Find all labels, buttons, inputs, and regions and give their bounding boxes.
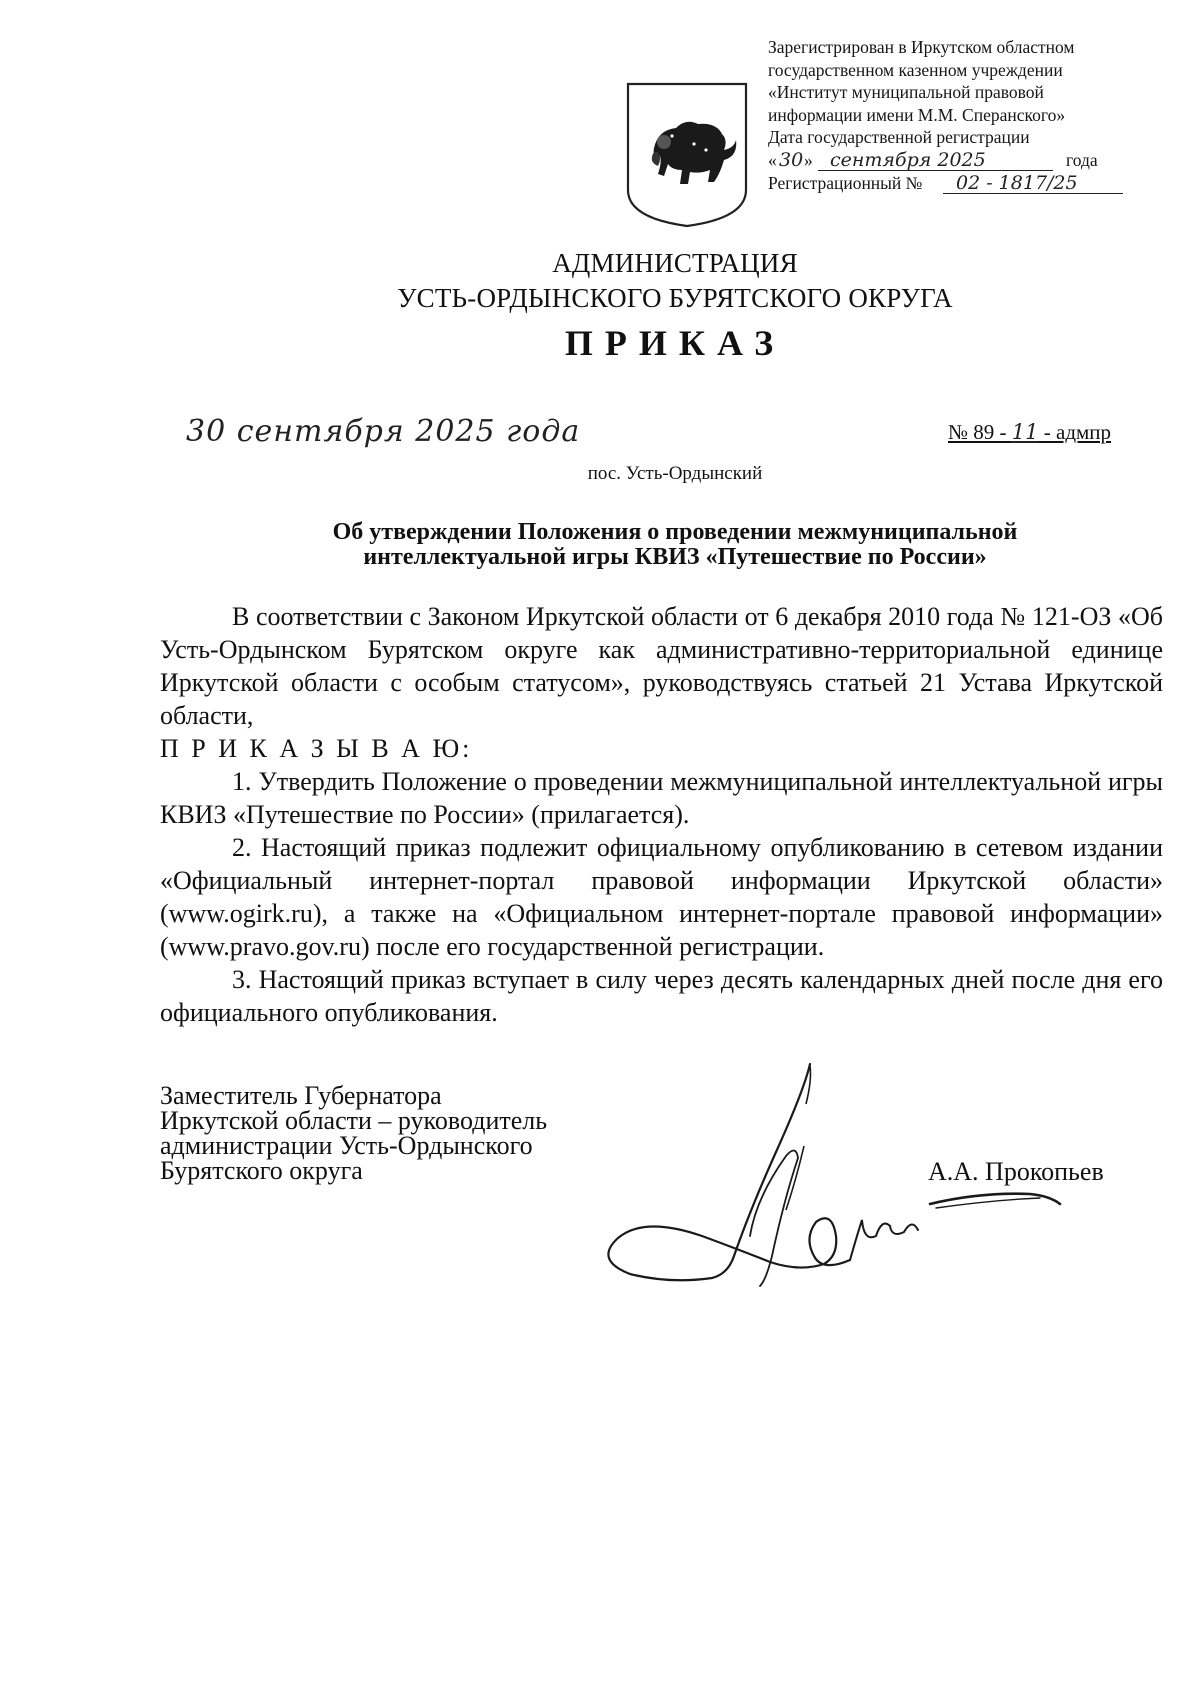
registration-stamp bbox=[768, 36, 1148, 195]
registration-day: 30 bbox=[779, 148, 804, 171]
document-place: пос. Усть-Ордынский bbox=[587, 463, 763, 484]
registration-date: « 30 » сентября 2025 года bbox=[768, 148, 1098, 171]
position-line: Бурятского округа bbox=[160, 1156, 363, 1185]
registration-number-label: Регистрационный № bbox=[768, 172, 923, 193]
stamp-line: государственном казенном учреждении bbox=[768, 59, 1063, 80]
number-prefix: № 89 - bbox=[948, 420, 1012, 444]
handwritten-signature bbox=[600, 1060, 1070, 1290]
organization-name-line2: УСТЬ-ОРДЫНСКОГО БУРЯТСКОГО ОКРУГА bbox=[397, 283, 953, 313]
order-item-1: 1. Утвердить Положение о проведении межмуниципальной интеллектуальной игры КВИЗ «Путешествие по России» (прилагается). bbox=[160, 767, 1163, 829]
title-line: Об утверждении Положения о проведении межмуниципальной bbox=[332, 519, 1018, 545]
document-type: ПРИКАЗ bbox=[564, 323, 786, 363]
registration-year-suffix: года bbox=[1066, 149, 1098, 170]
order-word: П Р И К А З Ы В А Ю: bbox=[160, 734, 473, 763]
position-line: Иркутской области – руководитель bbox=[160, 1106, 548, 1135]
document-date: 30 сентября 2025 года bbox=[186, 414, 581, 449]
title-line: интеллектуальной игры КВИЗ «Путешествие по России» bbox=[363, 544, 987, 570]
position-line: Заместитель Губернатора bbox=[160, 1081, 442, 1110]
position-line: администрации Усть-Ордынского bbox=[160, 1131, 533, 1160]
stamp-line: информации имени М.М. Сперанского» bbox=[768, 104, 1066, 125]
stamp-line: Зарегистрирован в Иркутском областном bbox=[768, 37, 1075, 57]
document-number bbox=[948, 420, 1111, 445]
document-body bbox=[160, 600, 1163, 1029]
coat-of-arms-icon bbox=[624, 78, 750, 230]
document-title bbox=[160, 520, 1190, 570]
number-suffix: - адмпр bbox=[1038, 420, 1112, 444]
registration-number-row bbox=[768, 172, 1148, 195]
registration-month-year: сентября 2025 bbox=[830, 148, 986, 171]
registration-number: 02 - 1817/25 bbox=[956, 171, 1078, 194]
order-item-2: 2. Настоящий приказ подлежит официальному опубликованию в сетевом издании «Официальный интернет-портал правовой информации Иркутской области» (www.ogirk.ru), а также на «Официальном интернет-портале правовой информации» (www.pravo.gov.ru) после его государственной регистрации. bbox=[160, 833, 1163, 961]
signatory-name: А.А. Прокопьев bbox=[928, 1157, 1104, 1186]
order-item-3: 3. Настоящий приказ вступает в силу через десять календарных дней после дня его официального опубликования. bbox=[160, 965, 1163, 1027]
number-hand: 11 bbox=[1011, 420, 1039, 444]
organization-name-line1: АДМИНИСТРАЦИЯ bbox=[552, 248, 798, 278]
preamble-paragraph: В соответствии с Законом Иркутской области от 6 декабря 2010 года № 121-ОЗ «Об Усть-Ордынском Бурятском округе как административно-территориальной единице Иркутской области с особым статусом», руководствуясь статьей 21 Устава Иркутской области, bbox=[160, 602, 1163, 730]
stamp-line: «Институт муниципальной правовой bbox=[768, 82, 1044, 102]
stamp-line: Дата государственной регистрации bbox=[768, 127, 1030, 147]
signatory-position bbox=[160, 1083, 547, 1183]
